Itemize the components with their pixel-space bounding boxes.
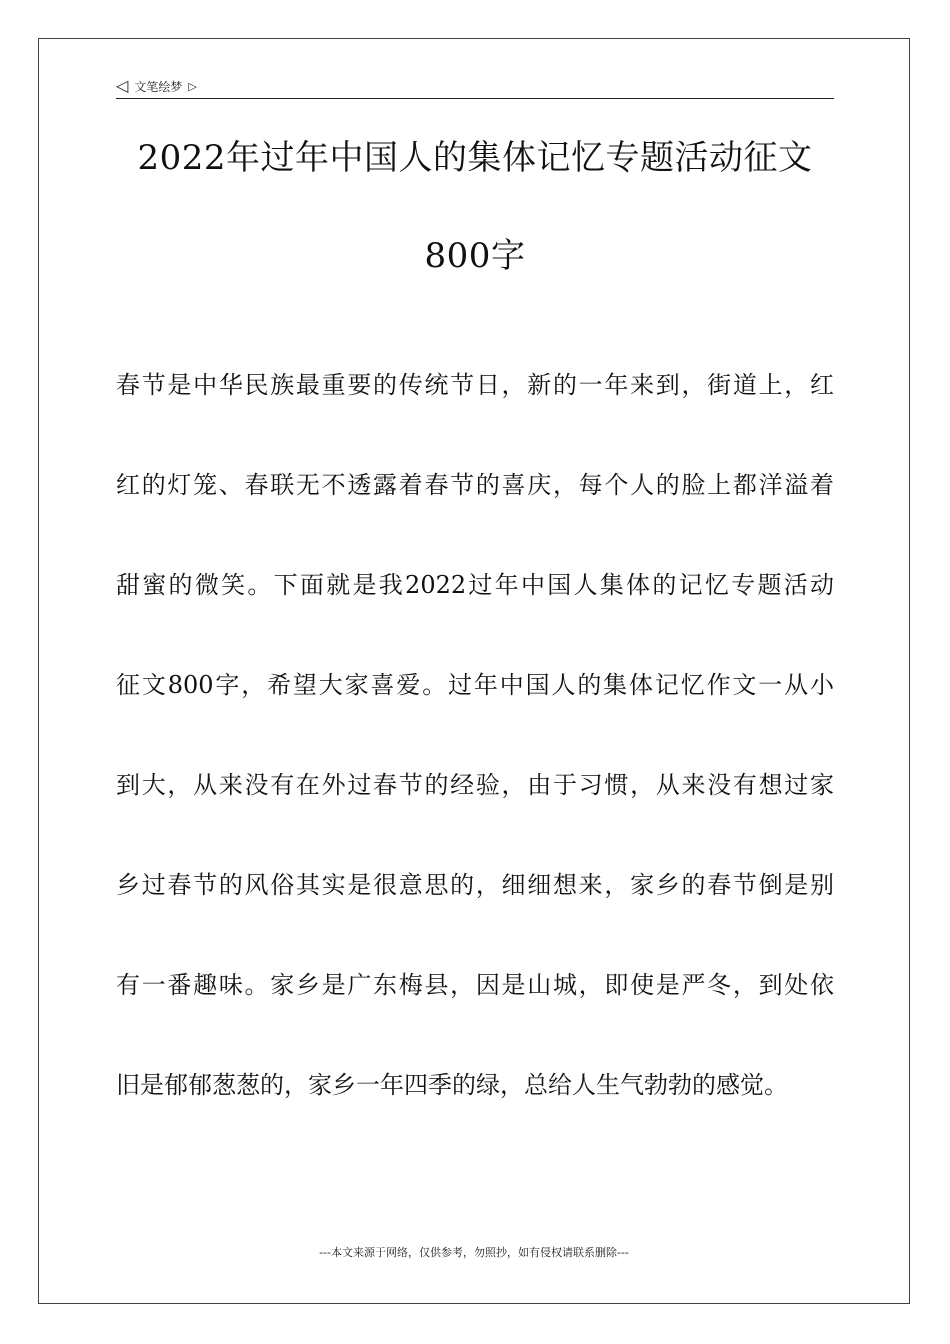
body-line: 红的灯笼、春联无不透露着春节的喜庆，每个人的脸上都洋溢着 <box>116 471 834 499</box>
body-line: 甜蜜的微笑。下面就是我2022过年中国人集体的记忆专题活动 <box>116 571 834 599</box>
body-line: 乡过春节的风俗其实是很意思的，细细想来，家乡的春节倒是别 <box>116 871 834 899</box>
document-title-line-1: 2022年过年中国人的集体记忆专题活动征文 <box>137 138 813 178</box>
body-line: 春节是中华民族最重要的传统节日，新的一年来到，街道上，红 <box>116 371 834 399</box>
document-title-line-2: 800字 <box>424 236 526 276</box>
body-line: 到大，从来没有在外过春节的经验，由于习惯，从来没有想过家 <box>116 771 834 799</box>
triangle-left-icon: ◁ <box>116 76 129 95</box>
body-line: 征文800字，希望大家喜爱。过年中国人的集体记忆作文一从小 <box>116 671 834 699</box>
page-header <box>116 74 834 99</box>
body-line: 旧是郁郁葱葱的，家乡一年四季的绿，总给人生气勃勃的感觉。 <box>116 1071 788 1099</box>
page-footer: ---本文来源于网络，仅供参考，勿照抄，如有侵权请联系删除--- <box>319 1246 629 1259</box>
header-label: 文笔绘梦 <box>134 79 183 94</box>
body-text <box>116 358 834 1158</box>
body-line: 有一番趣味。家乡是广东梅县，因是山城，即使是严冬，到处依 <box>116 971 834 999</box>
triangle-right-icon: ▷ <box>188 79 197 93</box>
